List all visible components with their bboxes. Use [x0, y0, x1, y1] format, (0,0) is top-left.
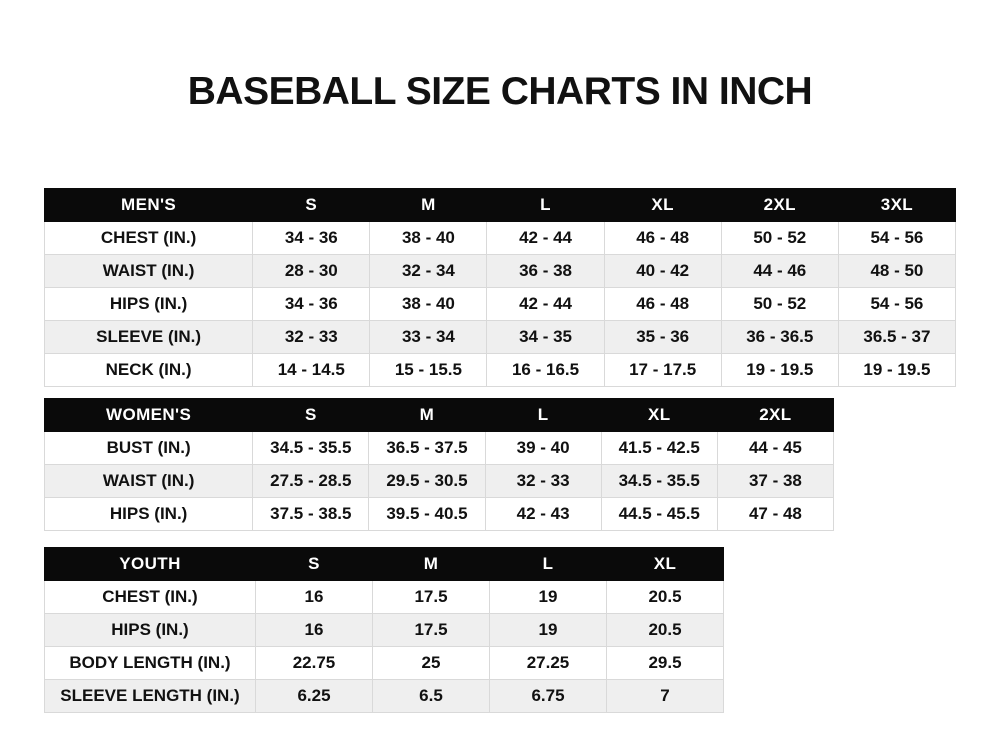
- table-cell: 36 - 38: [487, 255, 604, 288]
- table-cell: 22.75: [256, 647, 373, 680]
- column-header: M: [370, 189, 487, 222]
- table-cell: 17.5: [373, 614, 490, 647]
- table-cell: 16: [256, 581, 373, 614]
- table-cell: 20.5: [607, 581, 724, 614]
- table-cell: 6.5: [373, 680, 490, 713]
- table-cell: 29.5 - 30.5: [369, 465, 485, 498]
- table-row: [45, 288, 956, 321]
- table-cell: 38 - 40: [370, 288, 487, 321]
- table-cell: 42 - 44: [487, 288, 604, 321]
- table-cell: 40 - 42: [604, 255, 721, 288]
- row-header: WAIST (IN.): [45, 255, 253, 288]
- table-cell: 14 - 14.5: [253, 354, 370, 387]
- table-header-row: [45, 399, 834, 432]
- column-header: 2XL: [721, 189, 838, 222]
- table-cell: 47 - 48: [717, 498, 833, 531]
- table-cell: 44.5 - 45.5: [601, 498, 717, 531]
- column-header: YOUTH: [45, 548, 256, 581]
- table-cell: 17 - 17.5: [604, 354, 721, 387]
- column-header: S: [256, 548, 373, 581]
- column-header: L: [490, 548, 607, 581]
- table-cell: 54 - 56: [838, 222, 955, 255]
- row-header: CHEST (IN.): [45, 222, 253, 255]
- column-header: XL: [604, 189, 721, 222]
- table-cell: 37 - 38: [717, 465, 833, 498]
- table-cell: 36 - 36.5: [721, 321, 838, 354]
- table-cell: 39 - 40: [485, 432, 601, 465]
- row-header: HIPS (IN.): [45, 498, 253, 531]
- table-cell: 37.5 - 38.5: [253, 498, 369, 531]
- column-header: L: [487, 189, 604, 222]
- table-cell: 44 - 46: [721, 255, 838, 288]
- table-cell: 36.5 - 37.5: [369, 432, 485, 465]
- table-cell: 19: [490, 581, 607, 614]
- row-header: HIPS (IN.): [45, 614, 256, 647]
- table-cell: 50 - 52: [721, 222, 838, 255]
- column-header: 3XL: [838, 189, 955, 222]
- mens-size-chart: [44, 188, 956, 387]
- row-header: HIPS (IN.): [45, 288, 253, 321]
- table-cell: 34.5 - 35.5: [601, 465, 717, 498]
- row-header: SLEEVE (IN.): [45, 321, 253, 354]
- table-cell: 35 - 36: [604, 321, 721, 354]
- table-cell: 44 - 45: [717, 432, 833, 465]
- youth-size-chart: [44, 547, 724, 713]
- column-header: M: [373, 548, 490, 581]
- column-header: WOMEN'S: [45, 399, 253, 432]
- table-cell: 32 - 33: [253, 321, 370, 354]
- table-cell: 34 - 36: [253, 222, 370, 255]
- table-cell: 6.75: [490, 680, 607, 713]
- table-cell: 20.5: [607, 614, 724, 647]
- table-cell: 34 - 36: [253, 288, 370, 321]
- table-cell: 17.5: [373, 581, 490, 614]
- row-header: BUST (IN.): [45, 432, 253, 465]
- table-row: [45, 222, 956, 255]
- table-cell: 19 - 19.5: [721, 354, 838, 387]
- womens-size-chart: [44, 398, 834, 531]
- page-title: BASEBALL SIZE CHARTS IN INCH: [187, 70, 813, 113]
- table-row: [45, 614, 724, 647]
- table-cell: 15 - 15.5: [370, 354, 487, 387]
- column-header: MEN'S: [45, 189, 253, 222]
- table-cell: 19: [490, 614, 607, 647]
- table-cell: 34.5 - 35.5: [253, 432, 369, 465]
- table-cell: 16: [256, 614, 373, 647]
- table-cell: 39.5 - 40.5: [369, 498, 485, 531]
- table-row: [45, 321, 956, 354]
- table-row: [45, 498, 834, 531]
- row-header: WAIST (IN.): [45, 465, 253, 498]
- column-header: XL: [607, 548, 724, 581]
- table-cell: 19 - 19.5: [838, 354, 955, 387]
- row-header: BODY LENGTH (IN.): [45, 647, 256, 680]
- table-cell: 54 - 56: [838, 288, 955, 321]
- table-cell: 46 - 48: [604, 222, 721, 255]
- table-cell: 16 - 16.5: [487, 354, 604, 387]
- table-cell: 46 - 48: [604, 288, 721, 321]
- table-cell: 27.25: [490, 647, 607, 680]
- table-cell: 41.5 - 42.5: [601, 432, 717, 465]
- table-cell: 42 - 43: [485, 498, 601, 531]
- row-header: SLEEVE LENGTH (IN.): [45, 680, 256, 713]
- table-row: [45, 581, 724, 614]
- table-cell: 32 - 34: [370, 255, 487, 288]
- row-header: CHEST (IN.): [45, 581, 256, 614]
- column-header: XL: [601, 399, 717, 432]
- table-header-row: [45, 189, 956, 222]
- table-cell: 25: [373, 647, 490, 680]
- table-row: [45, 465, 834, 498]
- table-cell: 48 - 50: [838, 255, 955, 288]
- table-cell: 27.5 - 28.5: [253, 465, 369, 498]
- table-cell: 6.25: [256, 680, 373, 713]
- table-cell: 42 - 44: [487, 222, 604, 255]
- table-cell: 28 - 30: [253, 255, 370, 288]
- table-row: [45, 647, 724, 680]
- table-row: [45, 432, 834, 465]
- table-cell: 34 - 35: [487, 321, 604, 354]
- column-header: S: [253, 399, 369, 432]
- table-row: [45, 354, 956, 387]
- column-header: M: [369, 399, 485, 432]
- table-cell: 32 - 33: [485, 465, 601, 498]
- table-cell: 36.5 - 37: [838, 321, 955, 354]
- table-cell: 50 - 52: [721, 288, 838, 321]
- table-header-row: [45, 548, 724, 581]
- column-header: S: [253, 189, 370, 222]
- table-cell: 38 - 40: [370, 222, 487, 255]
- column-header: 2XL: [717, 399, 833, 432]
- table-cell: 7: [607, 680, 724, 713]
- column-header: L: [485, 399, 601, 432]
- table-row: [45, 255, 956, 288]
- table-cell: 33 - 34: [370, 321, 487, 354]
- table-row: [45, 680, 724, 713]
- table-cell: 29.5: [607, 647, 724, 680]
- row-header: NECK (IN.): [45, 354, 253, 387]
